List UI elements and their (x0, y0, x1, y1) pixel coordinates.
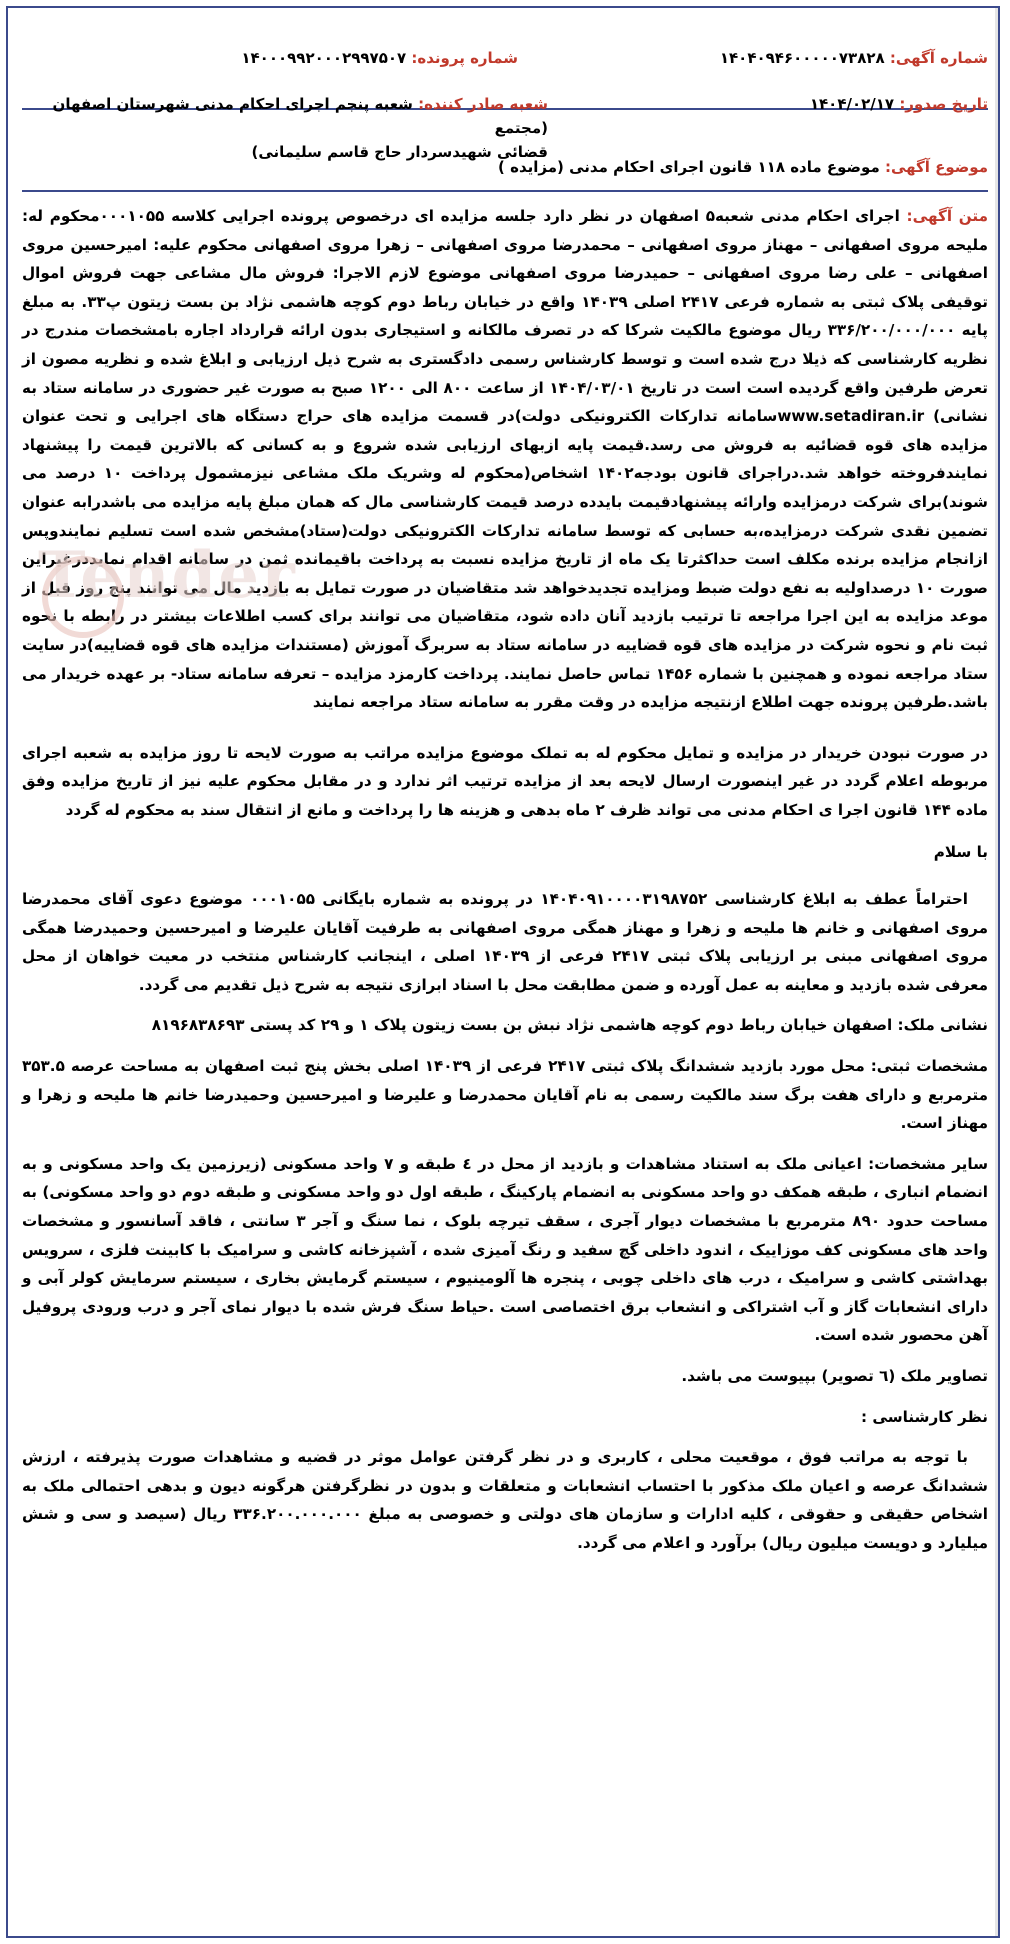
issuer-line2: قضائی شهیدسردار حاج قاسم سلیمانی) (251, 143, 548, 161)
case-number-value: ۱۴۰۰۰۹۹۲۰۰۰۲۹۹۷۵۰۷ (241, 49, 407, 67)
document (8, 8, 998, 1558)
ad-number-label: شماره آگهی: (889, 49, 988, 67)
body-text: اجرای احکام مدنی شعبه۵ اصفهان در نظر دارد جلسه مزایده ای درخصوص پرونده اجرایی کلاسه ۰۰۰۱۰۵۵محکوم له: ملیحه مروی اصفهانی – مهناز مروی اصفهانی – محمدرضا مروی اصفهانی – زهرا مروی اصفهانی محکوم علیه: امیرحسین مروی اصفهانی – علی رضا مروی اصفهانی – حمیدرضا مروی اصفهانی موضوع لازم الاجرا: فروش مال مشاعی جهت فروش اموال توقیفی پلاک ثبتی به شماره فرعی ۲۴۱۷ اصلی ۱۴۰۳۹ واقع در خیابان رباط دوم کوچه هاشمی نژاد بن بست زیتون پ۳۳. به مبلغ پایه ۳۳۶/۲۰۰/۰۰۰/۰۰۰ ریال موضوع مالکیت شرکا که در تصرف مالکانه و استیجاری بدون ارائه قرارداد اجاره بامشخصات مندرج در نظریه کارشناسی که ذیلا درج شده است و توسط کارشناس رسمی دادگستری به شرح ذیل ارزیابی و ابلاغ شده و نظریه مصون از تعرض طرفین واقع گردیده است است در تاریخ ۱۴۰۴/۰۳/۰۱ از ساعت ۸۰۰ الی ۱۲۰۰ صبح به صورت غیر حضوری در سامانه ستاد به نشانی) www.setadiran.irسامانه تدارکات الکترونیکی دولت)در قسمت مزایده های حراج دستگاه های اجرایی و تحت عنوان مزایده های قوه قضائیه به فروش می رسد.قیمت پایه ازبهای ارزیابی شده شروع و به کسانی که بالاترین قیمت را پیشنهاد نمایندفروخته خواهد شد.دراجرای قانون بودجه۱۴۰۲ اشخاص(محکوم له وشریک ملک مشاعی نیزمشمول پرداخت ۱۰ درصد می شوند)برای شرکت درمزایده وارائه پیشنهادقیمت بایدده درصد قیمت کارشناسی مال که همان مبلغ پایه مزایده می باشدرابه عنوان تضمین نقدی شرکت درمزایده،به حسابی که توسط سامانه تدارکات الکترونیکی دولت(ستاد)مشخص شده است تسلیم نمایندوپس ازانجام مزایده برنده مکلف است حداکثرتا یک ماه از تاریخ مزایده نسبت به پرداخت باقیمانده ثمن در سامانه اقدام نمایددرغیراین صورت ۱۰ درصداولیه به نفع دولت ضبط ومزایده تجدیدخواهد شد متقاضیان در صورت تمایل به بازدید مال می توانند پنج روز قبل از موعد مزایده به این اجرا مراجعه تا ترتیب بازدید آنان داده شود، متقاضیان می توانند برای کسب اطلاعات بیشتر در رابطه با نحوه ثبت نام و نحوه شرکت در مزایده های قوه قضاییه در سامانه ستاد به سربرگ آموزش (مستندات مزایده های قوه قضاییه)در سایت ستاد مراجعه نموده و همچنین با شماره ۱۴۵۶ تماس حاصل نمایند. پرداخت کارمزد مزایده – تعرفه سامانه ستاد- بر عهده خریدار می باشد.طرفین پرونده جهت اطلاع ازنتیجه مزایده در وقت مقرر به سامانه ستاد مراجعه نمایند (22, 207, 989, 712)
no-buyer-paragraph: در صورت نبودن خریدار در مزایده و تمایل محکوم له به تملک موضوع مزایده مراتب به صورت لایحه تا روز مزایده به شعبه اجرای مربوطه اعلام گردد در غیر اینصورت ارسال لایحه بعد از مزایده ترتیب اثر ندارد و در مقابل محکوم علیه نیز از تاریخ مزایده وفق ماده ۱۴۴ قانون اجرا ی احکام مدنی می تواند ظرف ۲ ماه بدهی و هزینه ها را پرداخت و مانع از انتقال سند به محکوم له گردد (22, 743, 988, 819)
issuer-line1: شعبه پنجم اجرای احکام مدنی شهرستان اصفهان (مجتمع (52, 95, 548, 137)
watermark-logo (42, 556, 124, 638)
registration-paragraph: مشخصات ثبتی: محل مورد بازدید ششدانگ پلاک ثبتی ۲۴۱۷ فرعی از ۱۴۰۳۹ اصلی بخش پنج ثبت اصفهان به مساحت عرصه ۳۵۳.۵ مترمربع و دارای هفت برگ سند مالکیت رسمی به نام آقایان محمدرضا و علیرضا و امیرحسین وحمیدرضا خانم ها ملیحه و زهرا و مهناز است. (22, 1057, 988, 1133)
announcement-body (22, 202, 988, 717)
opinion-paragraph: با توجه به مراتب فوق ، موقعیت محلی ، کاربری و در نظر گرفتن عوامل موثر در قضیه و مشاهدات صورت پذیرفته ، ارزش ششدانگ عرصه و اعیان ملک مذکور با احتساب انشعابات و متعلقات و بدون در نظرگرفتن هرگونه دیون و بدهی احتمالی ملک به اشخاص حقیقی و حقوقی ، کلیه ادارات و سازمان های دولتی و خصوصی به مبلغ ۳۳۶.۲۰۰.۰۰۰.۰۰۰ ریال (سیصد و سی و شش میلیارد و دویست میلیون ریال) برآورد و اعلام می گردد. (22, 1448, 989, 1552)
issue-date-value: ۱۴۰۴/۰۲/۱۷ (809, 95, 895, 113)
ad-number-value: ۱۴۰۴۰۹۴۶۰۰۰۰۰۷۳۸۲۸ (719, 49, 885, 67)
scrollbar[interactable] (995, 8, 998, 1936)
address-paragraph: نشانی ملک: اصفهان خیابان رباط دوم کوچه هاشمی نژاد نبش بن بست زیتون پلاک ۱ و ۲۹ کد پستی ۸۱۹۶۸۳۸۶۹۳ (151, 1016, 988, 1035)
issuer-label: شعبه صادر کننده: (418, 95, 548, 113)
other-specs-paragraph: سایر مشخصات: اعیانی ملک به استناد مشاهدات و بازدید از محل در ٤ طبقه و ۷ واحد مسکونی (زیرزمین یک واحد مسکونی و به انضمام انباری ، طبقه همکف دو واحد مسکونی به انضمام پارکینگ ، طبقه اول دو واحد مسکونی و طبقه دوم دو واحد مسکونی) به مساحت حدود ۸۹۰ مترمربع با مشخصات دیوار آجری ، سقف تیرچه بلوک ، نما سنگ و آجر ۳ سانتی ، فاقد آسانسور و مشخصات واحد های مسکونی کف موزاییک ، اندود داخلی گچ سفید و رنگ آمیزی شده ، آشپزخانه کاشی و سرامیک با کابینت فلزی ، سرویس بهداشتی کاشی و سرامیک ، درب های داخلی چوبی ، پنجره ها آلومینیوم ، سیستم گرمایش بخاری ، سیستم سرمایش کولر آبی و دارای انشعابات گاز و آب اشتراکی و انشعاب برق اختصاصی است .حیاط سنگ فرش شده با دیوار نمای آجر و درب ورودی پروفیل آهن محصور شده است. (22, 1154, 989, 1345)
body-label: متن آگهی: (906, 207, 988, 225)
case-number-label: شماره پرونده: (411, 49, 518, 67)
intro-paragraph: احتراماً عطف به ابلاغ کارشناسی ۱۴۰۴۰۹۱۰۰۰۰۳۱۹۸۷۵۲ در پرونده به شماره بایگانی ۰۰۰۱۰۵۵ موضوع دعوی آقای محمدرضا مروی اصفهانی و خانم ها ملیحه و زهرا و مهناز همگی مروی اصفهانی به طرفیت آقایان علیرضا و امیرحسین وحمیدرضا همگی مروی اصفهانی مبنی بر ارزیابی پلاک ثبتی ۲۴۱۷ فرعی از ۱۴۰۳۹ اصلی ، اینجانب کارشناس منتخب در معیت خواهان از محل معرفی شده بازدید و معاینه به عمل آورده و ضمن مطابقت محل با اسناد ابرازی نتیجه به شرح ذیل تقدیم می گردد. (22, 890, 988, 994)
issuer (28, 92, 548, 164)
issue-date-label: تاریخ صدور: (899, 95, 988, 113)
ad-number (720, 46, 988, 70)
images-note: تصاویر ملک (٦ تصویر) بپیوست می باشد. (681, 1366, 988, 1385)
announcement-frame (6, 6, 1000, 1938)
subject-label: موضوع آگهی: (884, 158, 988, 176)
opinion-title: نظر کارشناسی : (860, 1407, 988, 1426)
issue-date (810, 92, 988, 116)
case-number (241, 46, 518, 70)
greeting: با سلام (933, 843, 988, 862)
header (22, 8, 988, 161)
subject-text: موضوع ماده ۱۱۸ قانون اجرای احکام مدنی (مزایده ) (498, 158, 880, 176)
watermark: Tender (38, 538, 297, 613)
